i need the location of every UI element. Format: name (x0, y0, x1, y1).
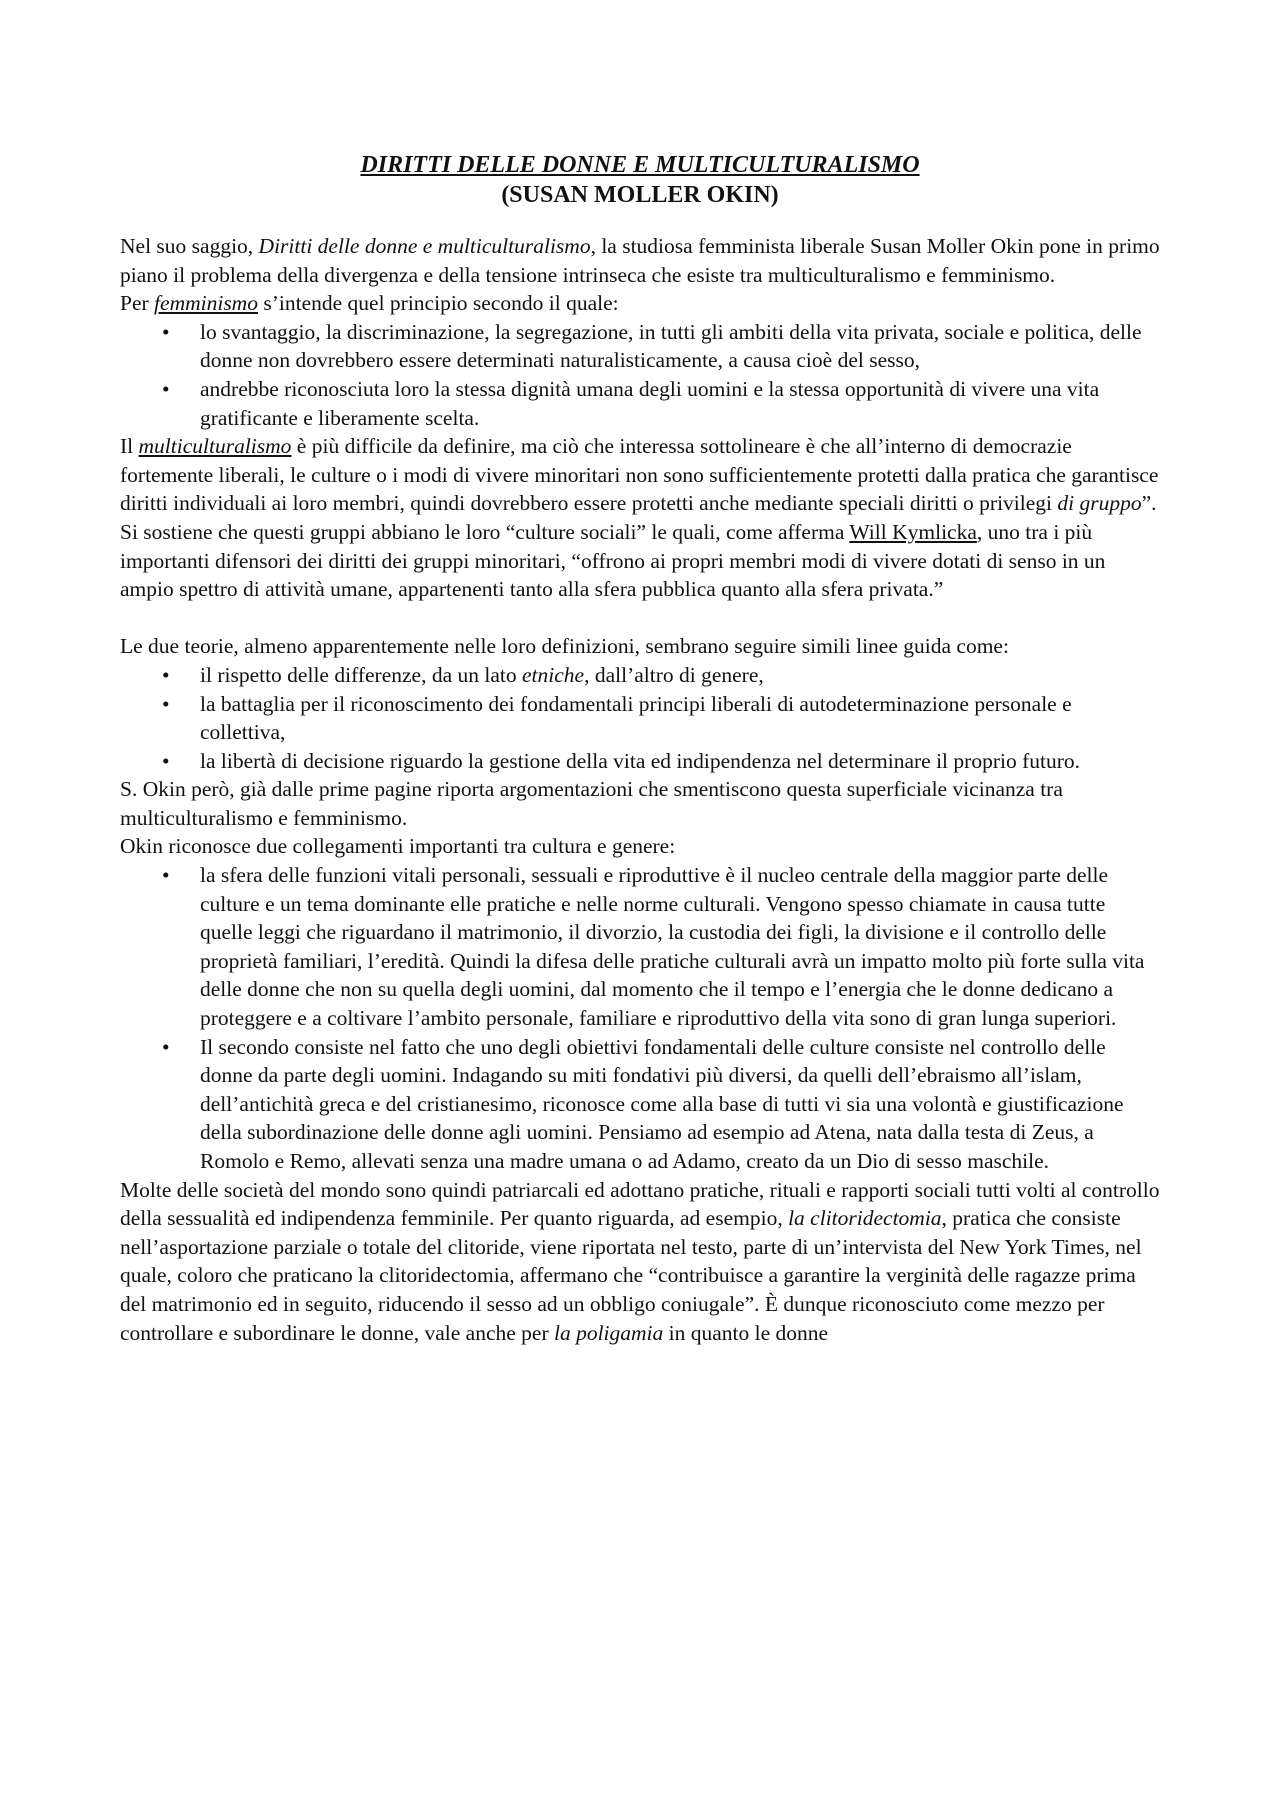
document-title (120, 150, 1160, 210)
term-poligamia: la poligamia (553, 1320, 664, 1345)
paragraph-patriarchal-societies: Molte delle società del mondo sono quindi patriarcali ed adottano pratiche, rituali e rapporti sociali tutti volti al controllo della sessualità ed indipendenza femminile. Per quanto riguarda, ad esempio, la clitoridectomia, pratica che consiste nell’asportazione parziale o totale del clitoride, viene riportata nel testo, parte di un’intervista del New York Times, nel quale, coloro che praticano la clitoridectomia, affermano che “contribuisce a garantire la verginità delle ragazze prima del matrimonio ed in seguito, riducendo il sesso ad un obbligo coniugale”. È dunque riconosciuto come mezzo per controllare e subordinare le donne, vale anche per la poligamia in quanto le donne (120, 1177, 1160, 1345)
paragraph-kymlicka: Si sostiene che questi gruppi abbiano le loro “culture sociali” le quali, come afferma Will Kymlicka, uno tra i più importanti difensori dei diritti dei gruppi minoritari, “offrono ai propri membri modi di vivere dotati di senso in un ampio spettro di attività umane, appartenenti tanto alla sfera pubblica quanto alla sfera privata.” (120, 519, 1106, 602)
title-subtitle: (SUSAN MOLLER OKIN) (501, 182, 779, 208)
list-item: • il rispetto delle differenze, da un lato etniche, dall’altro di genere, (120, 661, 1160, 690)
list-item: • la libertà di decisione riguardo la gestione della vita ed indipendenza nel determinare il proprio futuro. (120, 747, 1160, 776)
list-item: • andrebbe riconosciuta loro la stessa dignità umana degli uomini e la stessa opportunità di vivere una vita gratificante e liberamente scelta. (120, 375, 1160, 432)
links-list (120, 861, 1160, 1176)
paragraph-two-links: Okin riconosce due collegamenti importanti tra cultura e genere: (120, 834, 676, 859)
list-item: • lo svantaggio, la discriminazione, la segregazione, in tutti gli ambiti della vita privata, sociale e politica, delle donne non dovrebbero essere determinati naturalisticamente, a causa cioè del sesso, (120, 318, 1160, 375)
term-etniche: etniche (522, 662, 585, 687)
theories-list (120, 661, 1160, 775)
paragraph-feminism-def: Per femminismo s’intende quel principio secondo il quale: (120, 291, 619, 316)
book-title: Diritti delle donne e multiculturalismo (258, 234, 591, 258)
title-spacing (120, 210, 1160, 232)
paragraph-intro: Nel suo saggio, Diritti delle donne e multiculturalismo, la studiosa femminista liberale Susan Moller Okin pone in primo piano il problema della divergenza e della tensione intrinseca che esiste tra multiculturalismo e femminismo. (120, 234, 1160, 287)
term-clitoridectomia: la clitoridectomia (788, 1206, 942, 1231)
paragraph-multiculturalism-def: Il multiculturalismo è più difficile da definire, ma ciò che interessa sottolineare è che all’interno di democrazie fortemente liberali, le culture o i modi di vivere minoritari non sono sufficientemente protetti dalla pratica che garantisce diritti individuali ai loro membri, quindi dovrebbero essere protetti anche mediante speciali diritti o privilegi di gruppo”. (120, 434, 1159, 516)
term-femminismo: femminismo (154, 291, 258, 316)
paragraph-two-theories: Le due teorie, almeno apparentemente nelle loro definizioni, sembrano seguire simili linee guida come: (120, 634, 1009, 659)
term-di-gruppo: di gruppo (1057, 491, 1142, 516)
author-name-kymlicka: Will Kymlicka (849, 519, 977, 544)
paragraph-okin-however: S. Okin però, già dalle prime pagine riporta argomentazioni che smentiscono questa superficiale vicinanza tra multiculturalismo e femminismo. (120, 777, 1063, 830)
term-multiculturalismo: multiculturalismo (138, 434, 292, 459)
list-item: • la battaglia per il riconoscimento dei fondamentali principi liberali di autodeterminazione personale e collettiva, (120, 690, 1160, 747)
feminism-list (120, 318, 1160, 432)
list-item: • Il secondo consiste nel fatto che uno degli obiettivi fondamentali delle culture consiste nel controllo delle donne da parte degli uomini. Indagando su miti fondativi più diversi, da quelli dell’ebraismo all’islam, dell’antichità greca e del cristianesimo, riconosce come alla base di tutti vi sia una volontà e giustificazione della subordinazione delle donne agli uomini. Pensiamo ad esempio ad Atena, nata dalla testa di Zeus, a Romolo e Remo, allevati senza una madre umana o ad Adamo, creato da un Dio di sesso maschile. (120, 1033, 1160, 1176)
list-item: • la sfera delle funzioni vitali personali, sessuali e riproduttive è il nucleo centrale della maggior parte delle culture e un tema dominante elle pratiche e nelle norme culturali. Vengono spesso chiamate in causa tutte quelle leggi che riguardano il matrimonio, il divorzio, la custodia dei figli, la divisione e il controllo delle proprietà familiari, l’eredità. Quindi la difesa delle pratiche culturali avrà un impatto molto più forte sulla vita delle donne che non su quella degli uomini, dal momento che il tempo e l’energia che le donne dedicano a proteggere e a coltivare l’ambito personale, familiare e riproduttivo della vita sono di gran lunga superiori. (120, 861, 1160, 1033)
document-page (120, 150, 1160, 1347)
title-main: DIRITTI DELLE DONNE E MULTICULTURALISMO (360, 152, 920, 178)
blank-line (120, 604, 1160, 633)
